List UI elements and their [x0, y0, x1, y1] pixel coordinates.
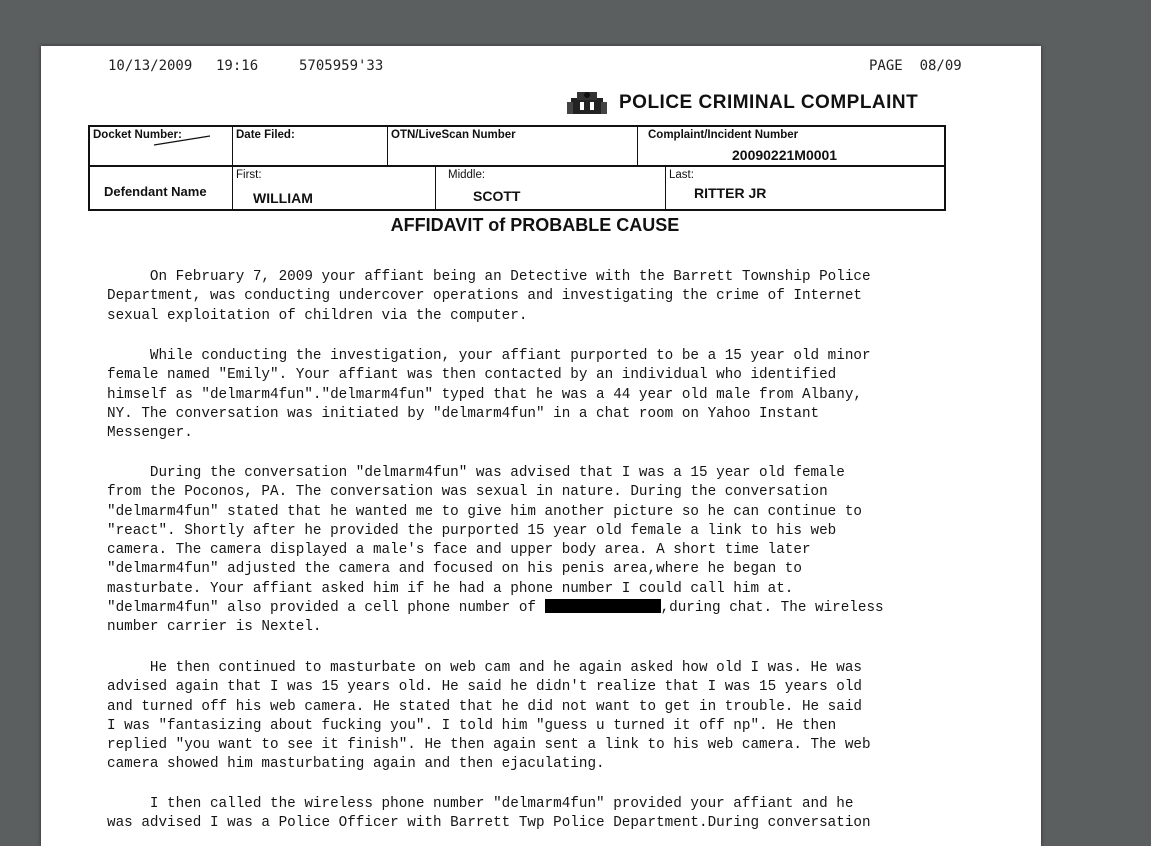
first-name-label: First:: [236, 169, 262, 181]
date-filed-cell: [233, 127, 388, 165]
fax-page-number: PAGE 08/09: [869, 58, 962, 74]
paragraph-4: He then continued to masturbate on web cam and he again asked how old I was. He was advised again that I was 15 years old. He said he didn't realize that I was 15 years old and turned off his web camera. He stated that he did not want to get in trouble. He said I was "fantasizing about fucking you". I told him "guess u turned it off np". He then replied "you want to see it finish". He then again sent a link to his web camera. The web camera showed him masturbating again and then ejaculating.: [107, 660, 871, 773]
first-name-value: WILLIAM: [253, 190, 313, 206]
middle-name-value: SCOTT: [473, 188, 521, 204]
fax-phone: 5705959'33: [299, 58, 384, 74]
docket-cell: [90, 127, 233, 165]
middle-name-label: Middle:: [448, 169, 486, 181]
complaint-number-cell: [638, 127, 944, 165]
otn-cell: [388, 127, 638, 165]
defendant-box: [88, 165, 946, 211]
paragraph-5: I then called the wireless phone number "delmarm4fun" provided your affiant and he was advised I was a Police Officer with Barrett Twp Police Department.During conversation: [107, 796, 871, 832]
last-name-cell: [666, 167, 944, 209]
otn-label: OTN/LiveScan Number: [391, 129, 516, 141]
last-name-label: Last:: [669, 169, 694, 181]
affidavit-heading: AFFIDAVIT of PROBABLE CAUSE: [390, 215, 680, 235]
paragraph-3-text-end: ,during chat. The wireless number carrier is Nextel.: [107, 600, 884, 636]
complaint-number-value: 20090221M0001: [732, 147, 838, 163]
last-name-value: RITTER JR: [694, 185, 767, 201]
defendant-label: Defendant Name: [104, 184, 207, 199]
paragraph-2: While conducting the investigation, your affiant purported to be a 15 year old minor female named "Emily". Your affiant was then contacted by an individual who identified himself as "delmarm4fun"."delmarm4fun" typed that he was a 44 year old male from Albany, NY. The conversation was initiated by "delmarm4fun" in a chat room on Yahoo Instant Messenger.: [107, 348, 871, 442]
paragraph-1: On February 7, 2009 your affiant being an Detective with the Barrett Township Police Department, was conducting undercover operations and investigating the crime of Internet sexual exploitation of children via the computer.: [107, 269, 871, 324]
document-page: [41, 46, 1041, 846]
date-filed-label: Date Filed:: [236, 129, 295, 141]
state-seal-icon: [565, 90, 609, 116]
paragraph-3: [107, 464, 1027, 638]
docket-label: Docket Number:: [93, 129, 182, 141]
docket-scribble: [152, 133, 212, 147]
form-title-row: [565, 90, 918, 116]
first-name-cell: [233, 167, 436, 209]
paragraph-3-text: During the conversation "delmarm4fun" was advised that I was a 15 year old female from the Poconos, PA. The conversation was sexual in nature. During the conversation "delmarm4fun" stated that he wanted me to give him another picture so he can continue to "react". Shortly after he provided the purported 15 year old female a link to his web camera. The camera displayed a male's face and upper body area. A short time later "delmarm4fun" adjusted the camera and focused on his penis area,where he began to masturbate. Your affiant asked him if he had a phone number I could call him at. "delmarm4fun" also provided a cell phone number of: [107, 465, 862, 617]
defendant-label-cell: [90, 167, 233, 209]
fax-time: 19:16: [216, 58, 259, 74]
middle-name-cell: [436, 167, 666, 209]
form-title: POLICE CRIMINAL COMPLAINT: [619, 92, 919, 113]
fax-date: 10/13/2009: [108, 58, 193, 74]
case-fields-box: [88, 125, 946, 167]
complaint-number-label: Complaint/Incident Number: [648, 129, 799, 141]
redacted-phone-number: [545, 599, 661, 613]
